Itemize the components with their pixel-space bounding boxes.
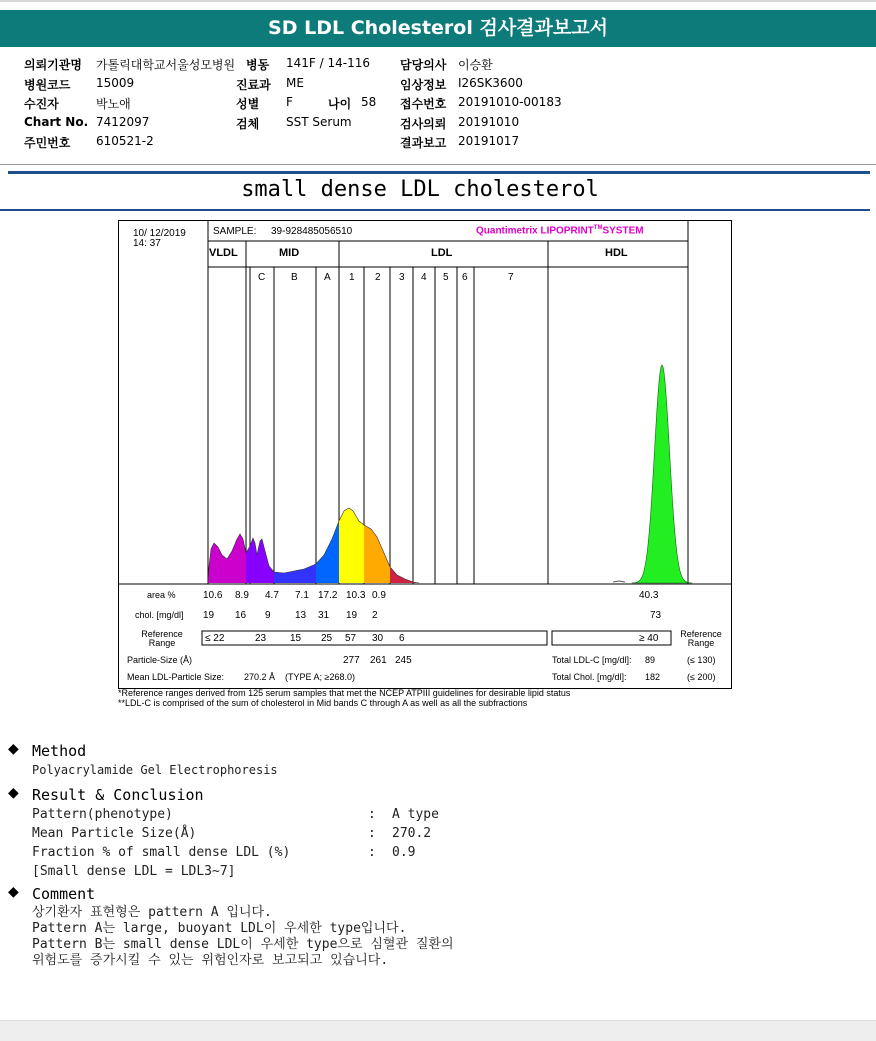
chol-value: 13 — [295, 610, 307, 621]
report-time: 14: 37 — [133, 238, 161, 249]
reference-label-2: Range — [148, 638, 176, 648]
system-tm: TM — [593, 225, 603, 231]
area-hdl: 40.3 — [639, 590, 659, 601]
sample-value: 39-928485056510 — [271, 226, 353, 237]
comment-heading: Comment — [32, 885, 96, 903]
comment-line: 상기환자 표현형은 pattern A 입니다. — [32, 905, 272, 920]
specimen-label: 검체 — [236, 117, 260, 131]
reference-hdl: ≥ 40 — [639, 633, 659, 644]
reference-value: 30 — [372, 633, 384, 644]
result-row-label: Mean Particle Size(Å) — [32, 826, 197, 841]
age-label: 나이 — [328, 97, 352, 111]
reference-value: 25 — [321, 633, 333, 644]
clinical-label: 임상정보 — [400, 78, 447, 92]
band-group-ldl: LDL — [431, 247, 453, 259]
request-value: 20191010 — [458, 115, 520, 129]
reference-value: ≤ 22 — [205, 633, 225, 644]
chol-value: 19 — [203, 610, 215, 621]
comment-line: 위험도를 증가시킬 수 있는 위험인자로 보고되고 있습니다. — [32, 953, 389, 968]
reference-label-right-1: Reference — [680, 629, 722, 639]
particle-size-2: 261 — [370, 655, 387, 666]
reference-value: 23 — [255, 633, 267, 644]
institution-label: 의뢰기관명 — [24, 58, 82, 72]
system-name — [476, 225, 644, 236]
age-value: 58 — [361, 95, 377, 109]
doctor-label: 담당의사 — [400, 58, 447, 72]
result-note: [Small dense LDL = LDL3~7] — [32, 864, 236, 879]
electropherogram-profile — [208, 508, 419, 583]
result-row-sep: : — [368, 845, 376, 860]
area-value: 4.7 — [265, 590, 279, 601]
reference-value: 6 — [399, 633, 405, 644]
total-chol-ref: (≤ 200) — [687, 672, 716, 682]
band-label-a: A — [324, 272, 331, 283]
comment-line: Pattern A는 large, buoyant LDL이 우세한 type입니다. — [32, 921, 407, 936]
sex-value: F — [286, 95, 293, 109]
particle-size-3: 245 — [395, 655, 412, 666]
area-value: 7.1 — [295, 590, 309, 601]
report-subtitle: small dense LDL cholesterol — [241, 177, 599, 202]
total-chol-label: Total Chol. [mg/dl]: — [552, 672, 627, 682]
chart-label: Chart No. — [24, 115, 89, 129]
total-ldl-ref: (≤ 130) — [687, 655, 716, 665]
footnote-2: **LDL-C is comprised of the sum of cholesterol in Mid bands C through A as well as all the subfractions — [118, 698, 528, 708]
total-ldl-value: 89 — [645, 655, 656, 665]
lipoprint-report — [118, 220, 732, 689]
chol-value: 31 — [318, 610, 330, 621]
band-group-hdl: HDL — [605, 247, 628, 259]
result-row-sep: : — [368, 807, 376, 822]
clinical-value: I26SK3600 — [458, 76, 523, 90]
band-area-4 — [339, 508, 364, 583]
footnote-1: *Reference ranges derived from 125 serum samples that met the NCEP ATPIII guidelines for desirable lipid status — [118, 688, 571, 698]
institution-value: 가톨릭대학교서울성모병원 — [96, 58, 236, 72]
result-row-value: 0.9 — [392, 845, 416, 860]
sex-label: 성별 — [236, 97, 260, 111]
band-area-5 — [364, 525, 390, 583]
ward-value: 141F / 14-116 — [286, 56, 370, 70]
bottom-bar — [0, 1020, 876, 1041]
band-label-3: 3 — [399, 272, 405, 283]
chol-value: 2 — [372, 610, 378, 621]
band-label-c: C — [258, 272, 266, 283]
total-chol-value: 182 — [645, 672, 661, 682]
area-value: 17.2 — [318, 590, 338, 601]
diamond-bullet-icon: ◆ — [8, 741, 19, 757]
band-label-b: B — [291, 272, 298, 283]
patient-label: 수진자 — [24, 97, 59, 111]
hdl-peak — [632, 365, 692, 583]
sample-label: SAMPLE: — [213, 226, 257, 237]
mean-size-value: 270.2 Å — [244, 672, 276, 682]
area-label: area % — [147, 590, 176, 600]
method-heading: Method — [32, 742, 87, 760]
band-label-1: 1 — [349, 272, 355, 283]
area-value: 8.9 — [235, 590, 249, 601]
hdl-peak-area — [632, 365, 692, 583]
hospital-code-label: 병원코드 — [24, 78, 71, 92]
band-area-6 — [390, 567, 419, 583]
id-label: 주민번호 — [24, 136, 71, 150]
result-row-label: Pattern(phenotype) — [32, 807, 173, 822]
hospital-code-value: 15009 — [96, 76, 135, 90]
chol-label: chol. [mg/dl] — [135, 610, 184, 620]
system-suffix: SYSTEM — [602, 225, 644, 237]
baseline-blip — [613, 581, 625, 582]
result-row-value: 270.2 — [392, 826, 432, 841]
band-group-vldl: VLDL — [209, 247, 238, 259]
diamond-bullet-icon: ◆ — [8, 884, 19, 900]
report-title: SD LDL Cholesterol 검사결과보고서 — [0, 10, 876, 47]
mean-size-label: Mean LDL-Particle Size: — [127, 672, 225, 682]
area-value: 10.3 — [346, 590, 366, 601]
particle-size-1: 277 — [343, 655, 360, 666]
specimen-value: SST Serum — [286, 115, 352, 129]
result-row-sep: : — [368, 826, 376, 841]
area-value: 0.9 — [372, 590, 386, 601]
band-label-4: 4 — [421, 272, 427, 283]
dept-label: 진료과 — [236, 78, 271, 92]
reference-value: 15 — [290, 633, 302, 644]
receipt-value: 20191010-00183 — [458, 95, 562, 109]
divider-blue-top — [8, 171, 870, 174]
result-heading: Result & Conclusion — [32, 786, 204, 804]
chol-value: 19 — [346, 610, 358, 621]
reference-label-1: Reference — [141, 629, 183, 639]
system-name-text: Quantimetrix LIPOPRINT — [476, 225, 594, 237]
band-label-6: 6 — [462, 272, 468, 283]
chart-value: 7412097 — [96, 115, 150, 129]
particle-size-label: Particle-Size (Å) — [127, 655, 193, 665]
top-border — [0, 0, 876, 2]
divider — [0, 164, 876, 165]
patient-value: 박노애 — [96, 97, 131, 111]
dept-value: ME — [286, 76, 304, 90]
result-row-value: A type — [392, 807, 439, 822]
band-label-2: 2 — [375, 272, 381, 283]
band-label-5: 5 — [443, 272, 449, 283]
chol-hdl: 73 — [650, 610, 662, 621]
request-label: 검사의뢰 — [400, 117, 447, 131]
chol-value: 16 — [235, 610, 247, 621]
reference-label-left — [139, 630, 185, 648]
area-value: 10.6 — [203, 590, 223, 601]
reference-label-right-2: Range — [687, 638, 715, 648]
reference-label-right — [677, 630, 725, 648]
chol-value: 9 — [265, 610, 271, 621]
id-value: 610521-2 — [96, 134, 154, 148]
ward-label: 병동 — [246, 58, 270, 72]
result-row-label: Fraction % of small dense LDL (%) — [32, 845, 291, 860]
diamond-bullet-icon: ◆ — [8, 785, 19, 801]
report-date-label: 결과보고 — [400, 136, 447, 150]
band-label-7: 7 — [508, 272, 514, 283]
reference-value: 57 — [345, 633, 357, 644]
report-date-value: 20191017 — [458, 134, 520, 148]
method-text: Polyacrylamide Gel Electrophoresis — [32, 763, 278, 777]
band-group-mid: MID — [279, 247, 300, 259]
mean-size-type: (TYPE A; ≥268.0) — [285, 672, 355, 682]
doctor-value: 이승환 — [458, 58, 493, 72]
receipt-label: 접수번호 — [400, 97, 447, 111]
report-date: 10/ 12/2019 — [133, 228, 186, 239]
total-ldl-label: Total LDL-C [mg/dl]: — [552, 655, 632, 665]
divider-blue-bottom — [0, 209, 870, 211]
comment-line: Pattern B는 small dense LDL이 우세한 type으로 심혈관 질환의 — [32, 937, 454, 952]
